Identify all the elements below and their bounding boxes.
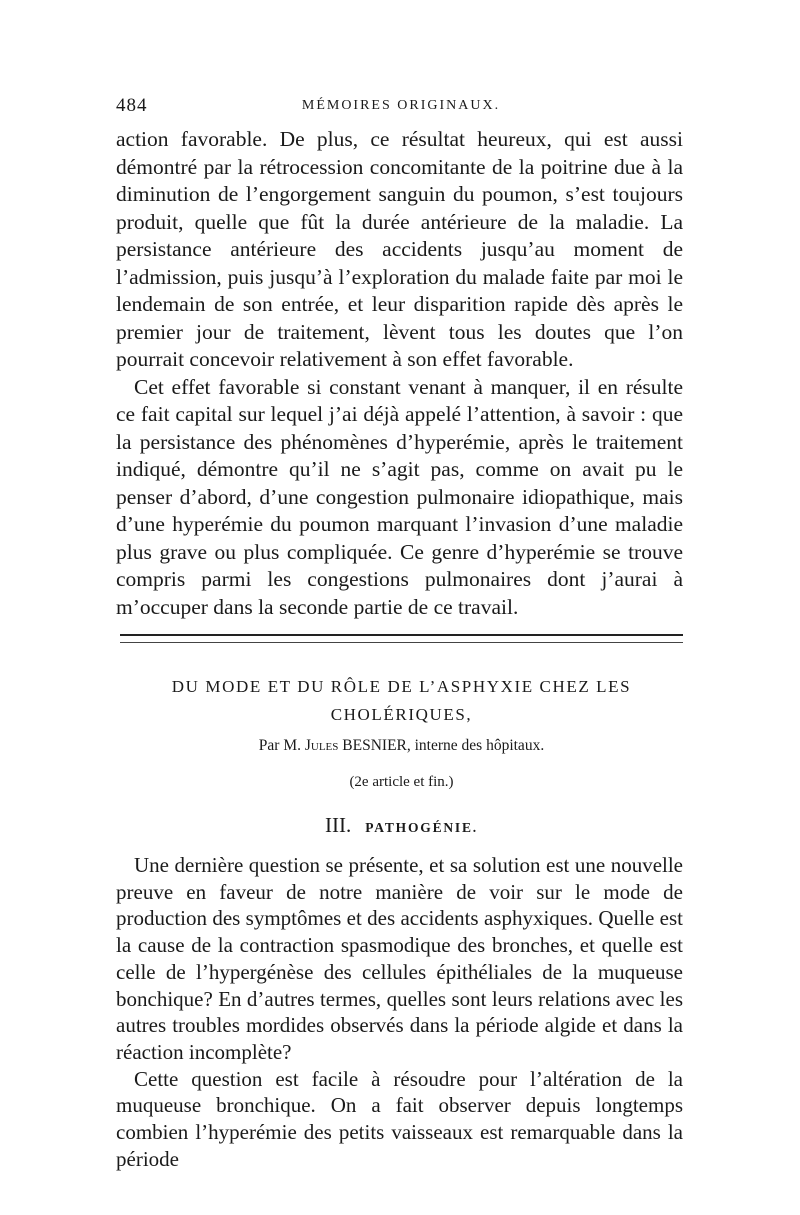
running-head [116,95,686,119]
paragraph: Cette question est facile à résoudre pour l’altération de la muqueuse bronchique. On a fait observer depuis longtemps combien l’hyperémie des petits vaisseaux est remarquable dans la période [116,1066,683,1171]
article-body [116,852,683,1172]
article-separator-rule-thin [120,642,683,643]
article-note: (2e article et fin.) [349,774,454,790]
paragraph: Cet effet favorable si constant venant à manquer, il en résulte ce fait capital sur lequel j’ai déjà appelé l’attention, à savoir : que la persistance des phénomènes d’hyperémie, après le traitement indiqué, démontre qu’il ne s’agit pas, comme on avait pu le penser d’abord, d’une congestion pulmonaire idiopathique, mais d’une hyperémie du poumon marquant l’invasion d’une maladie plus grave ou plus compliquée. Ce genre d’hyperémie se trouve compris parmi les congestions pulmonaires dont j’aurai à m’occuper dans la seconde partie de ce travail. [116,374,683,619]
section-number: III. [325,813,352,837]
article-separator-rule [120,634,683,636]
paragraph: action favorable. De plus, ce résultat heureux, qui est aussi démontré par la rétrocession concomitante de la poitrine due à la diminution de l’engorgement sanguin du poumon, s’est toujours produit, quelle que fût la durée antérieure de la maladie. La persistance antérieure des accidents jusqu’au moment de l’admission, puis jusqu’à l’exploration du malade faite par moi le lendemain de son entrée, et leur disparition rapide dès après le premier jour de traitement, lèvent tous les doutes que l’on pourrait concevoir relativement à son effet favorable. [116,127,683,371]
byline-suffix: interne des hôpitaux. [414,737,545,754]
previous-article-text [116,126,683,621]
author-last-name: BESNIER, [342,737,411,754]
running-title: MÉMOIRES ORIGINAUX. [301,98,501,113]
article-title: DU MODE ET DU RÔLE DE L’ASPHYXIE CHEZ LES CHOLÉRIQUES, [171,677,632,724]
section-heading [120,813,683,838]
author-first-name: Jules [304,737,339,754]
paragraph: Une dernière question se présente, et sa solution est une nouvelle preuve en faveur de notre manière de voir sur le mode de production des symptômes et des accidents asphyxiques. Quelle est la cause de la contraction spasmodique des bronches, et quelle est celle de l’hypergénèse des cellules épithéliales de la muqueuse bonchique? En d’autres termes, quelles sont leurs relations avec les autres troubles mordides observés dans la période algide et dans la réaction incomplète? [116,853,683,1064]
section-title: PATHOGÉNIE. [365,820,478,835]
byline [120,737,683,755]
byline-prefix: Par M. [258,737,301,754]
page-number: 484 [116,95,148,116]
